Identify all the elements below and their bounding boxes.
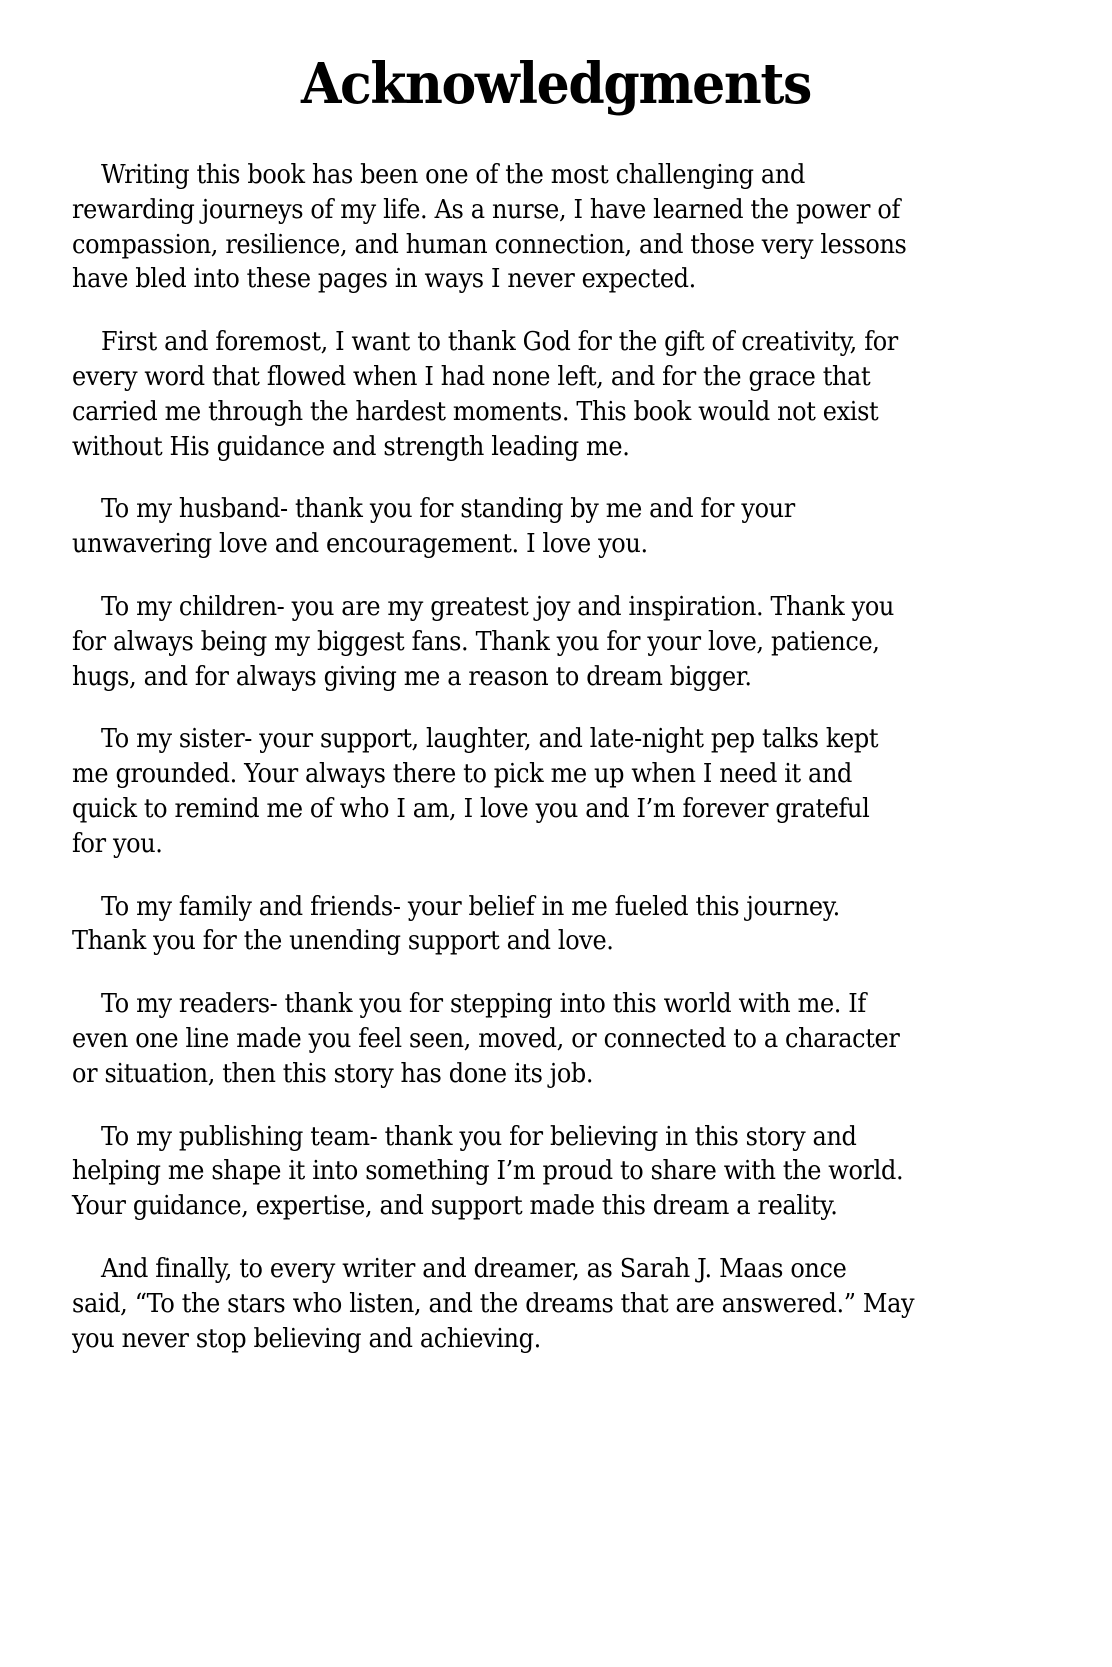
- text-line: every word that flowed when I had none left, and for the grace that: [72, 360, 871, 392]
- text-line: To my readers- thank you for stepping into this world with me. If: [100, 988, 866, 1020]
- paragraph-closing: [72, 1252, 1032, 1356]
- text-line: have bled into these pages in ways I never expected.: [72, 263, 696, 295]
- paragraph-god: [72, 325, 1032, 464]
- text-line: Your guidance, expertise, and support made this dream a reality.: [72, 1190, 838, 1222]
- text-line: quick to remind me of who I am, I love you and I’m forever grateful: [72, 792, 870, 824]
- paragraph-sister: [72, 722, 1032, 861]
- text-line: even one line made you feel seen, moved, or connected to a character: [72, 1022, 900, 1054]
- paragraph-family-friends: [72, 890, 1032, 960]
- paragraph-intro: [72, 158, 1032, 297]
- text-line: you never stop believing and achieving.: [72, 1322, 541, 1354]
- text-line: And finally, to every writer and dreamer, as Sarah J. Maas once: [100, 1252, 847, 1284]
- text-line: helping me shape it into something I’m proud to share with the world.: [72, 1155, 904, 1187]
- text-line: me grounded. Your always there to pick me up when I need it and: [72, 758, 853, 790]
- text-line: unwavering love and encouragement. I love you.: [72, 528, 648, 560]
- acknowledgments-body: [72, 158, 1032, 1384]
- text-line: said, “To the stars who listen, and the dreams that are answered.” May: [72, 1287, 915, 1319]
- text-line: compassion, resilience, and human connection, and those very lessons: [72, 228, 907, 260]
- text-line: To my sister- your support, laughter, and late-night pep talks kept: [100, 723, 879, 755]
- text-line: First and foremost, I want to thank God for the gift of creativity, for: [100, 326, 898, 358]
- text-line: Writing this book has been one of the most challenging and: [100, 159, 805, 190]
- text-line: To my children- you are my greatest joy and inspiration. Thank you: [100, 590, 895, 622]
- text-line: for always being my biggest fans. Thank you for your love, patience,: [72, 625, 880, 657]
- text-line: To my husband- thank you for standing by me and for your: [100, 493, 795, 525]
- text-line: rewarding journeys of my life. As a nurse, I have learned the power of: [72, 193, 901, 225]
- paragraph-publishing-team: [72, 1120, 1032, 1224]
- paragraph-children: [72, 590, 1032, 694]
- text-line: To my family and friends- your belief in me fueled this journey.: [100, 890, 840, 922]
- page-title: Acknowledgments: [301, 51, 811, 117]
- paragraph-husband: [72, 492, 1032, 562]
- text-line: for you.: [72, 827, 163, 859]
- text-line: To my publishing team- thank you for believing in this story and: [100, 1120, 857, 1152]
- text-line: without His guidance and strength leading me.: [72, 430, 630, 462]
- text-line: carried me through the hardest moments. This book would not exist: [72, 395, 879, 427]
- text-line: Thank you for the unending support and love.: [72, 925, 614, 957]
- paragraph-readers: [72, 987, 1032, 1091]
- text-line: hugs, and for always giving me a reason to dream bigger.: [72, 660, 752, 692]
- text-line: or situation, then this story has done its job.: [72, 1057, 594, 1089]
